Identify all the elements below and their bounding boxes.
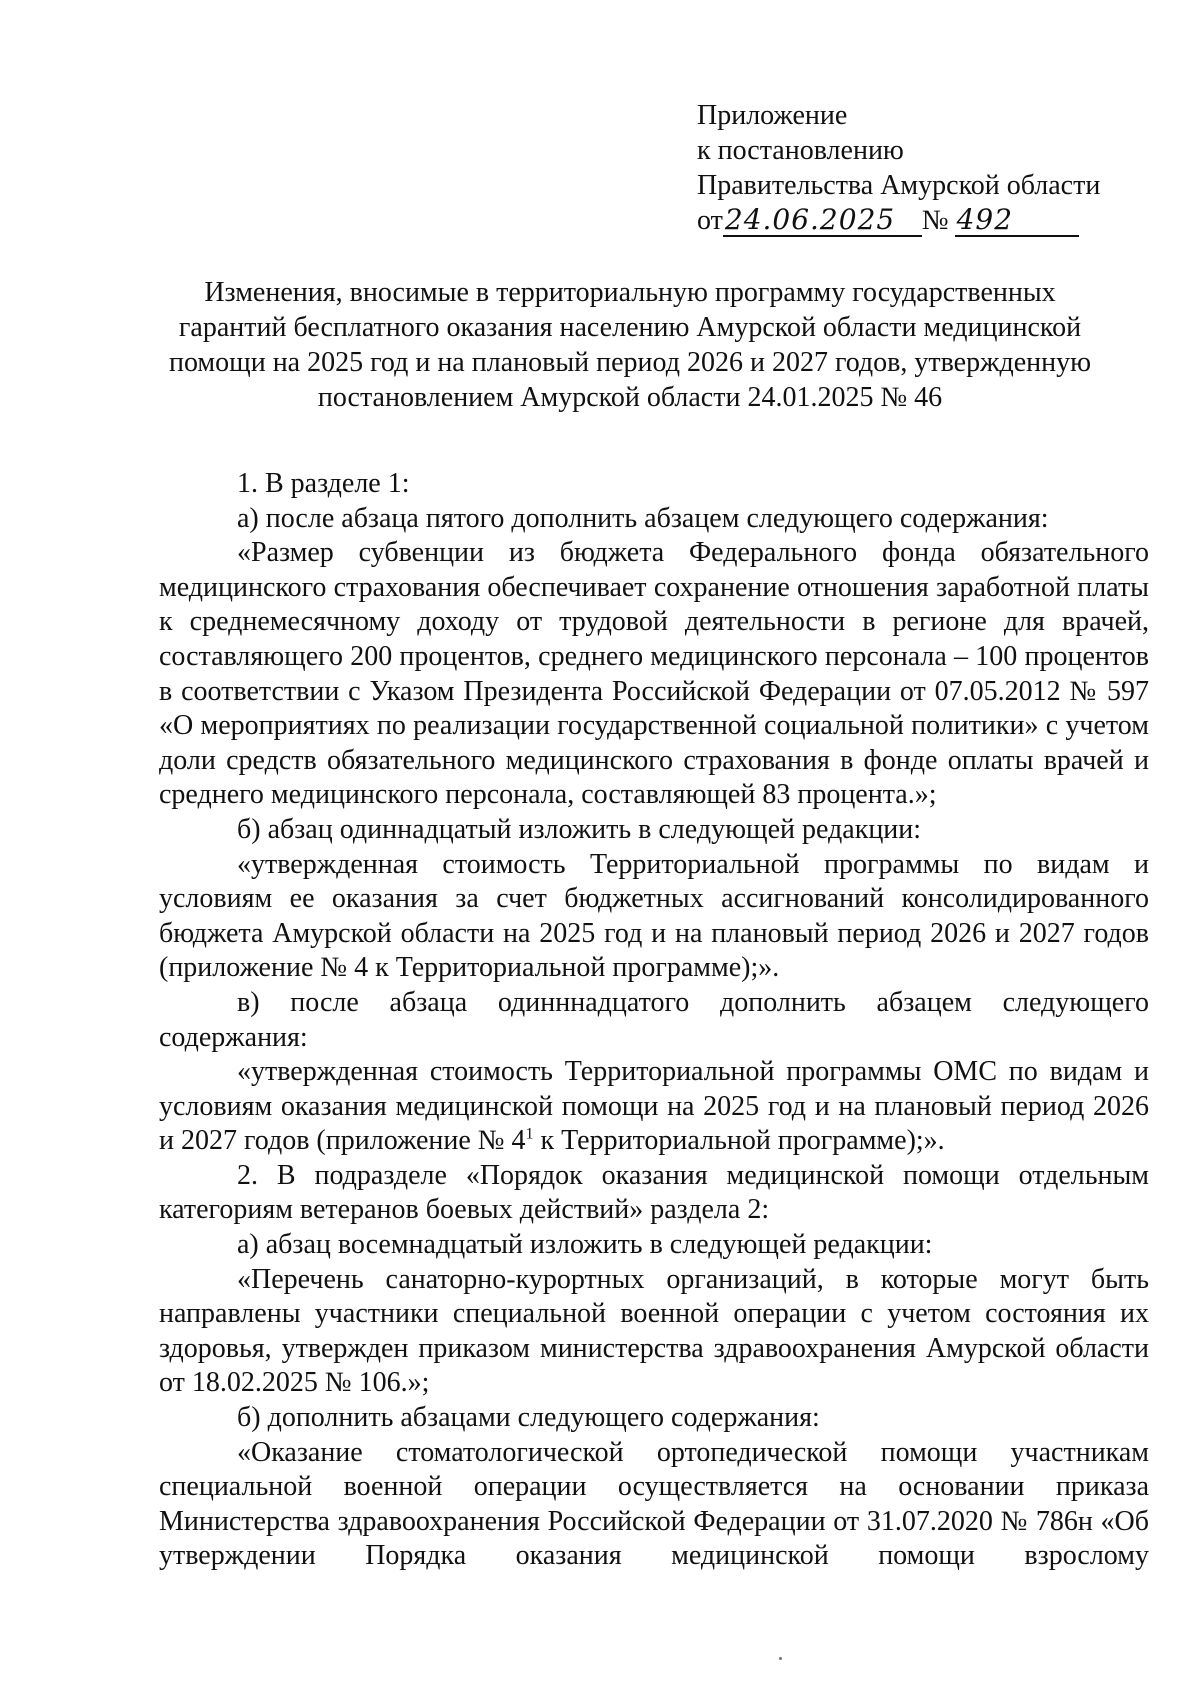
paragraph-4: б) абзац одиннадцатый изложить в следующей редакции: <box>237 813 922 845</box>
date-prefix: от <box>697 205 723 236</box>
paragraph-3: «Размер субвенции из бюджета Федерального фонда обязательного медицинского страхования обеспечивает сохранение отношения заработной платы к среднемесячному доходу от трудовой деятельности в регионе для врачей, составляющего 200 процентов, среднего медицинского персонала – 100 процентов в соответствии с Указом Президента Российской Федерации от 07.05.2012 № 597 «О мероприятиях по реализации государственной социальной политики» с учетом доли средств обязательного медицинского страхования в фонде оплаты врачей и среднего медицинского персонала, составляющей 83 процента.»; <box>159 537 1149 811</box>
title-line-1: Изменения, вносимые в территориальную программу государственных <box>204 277 1056 308</box>
paragraph-1: 1. В разделе 1: <box>237 468 410 499</box>
appendix-line-2: к постановлению <box>697 135 904 166</box>
paragraph-8: 2. В подразделе «Порядок оказания медицинской помощи отдельным категориям ветеранов боевых действий» раздела 2: <box>159 1159 1149 1226</box>
title-line-2: гарантий бесплатного оказания населению Амурской области медицинской <box>178 312 1082 343</box>
paragraph-10: «Перечень санаторно-курортных организаций, в которые могут быть направлены участники специальной военной операции с учетом состояния их здоровья, утвержден приказом министерства здравоохранения Амурской области от 18.02.2025 № 106.»; <box>159 1263 1149 1399</box>
paragraph-6: в) после абзаца одинннадцатого дополнить абзацем следующего содержания: <box>159 986 1149 1053</box>
document-body <box>159 467 1149 1574</box>
paragraph-7-text-a: «утвержденная стоимость Территориальной программы ОМС по видам и условиям оказания медицинской помощи на 2025 год и на плановый период 2026 и 2027 годов (приложение № 4 <box>159 1056 1149 1157</box>
document-title <box>150 275 1110 415</box>
paragraph-12: «Оказание стоматологической ортопедической помощи участникам специальной военной операции осуществляется на основании приказа Министерства здравоохранения Российской Федерации от 31.07.2020 № 786н «Об утверждении Порядка оказания медицинской помощи взрослому <box>159 1436 1149 1572</box>
title-line-3: помощи на 2025 год и на плановый период 2026 и 2027 годов, утвержденную <box>168 347 1092 378</box>
paragraph-2: а) после абзаца пятого дополнить абзацем следующего содержания: <box>237 502 1049 534</box>
handwritten-number: 492 <box>955 205 1079 237</box>
appendix-date-line <box>697 203 1100 238</box>
paragraph-9: а) абзац восемнадцатый изложить в следующей редакции: <box>237 1229 933 1261</box>
scan-speck <box>779 1657 782 1660</box>
paragraph-7 <box>159 1055 1149 1159</box>
appendix-block <box>697 98 1100 238</box>
paragraph-11: б) дополнить абзацами следующего содержания: <box>237 1402 820 1434</box>
paragraph-5: «утвержденная стоимость Территориальной программы по видам и условиям ее оказания за счет бюджетных ассигнований консолидированного бюджета Амурской области на 2025 год и на плановый период 2026 и 2027 годов (приложение № 4 к Территориальной программе);». <box>159 848 1149 984</box>
appendix-line-1: Приложение <box>697 100 848 131</box>
number-prefix: № <box>921 205 949 236</box>
paragraph-7-text-b: к Территориальной программе);». <box>533 1125 945 1157</box>
title-line-4: постановлением Амурской области 24.01.2025 № 46 <box>317 382 943 413</box>
handwritten-date: 24.06.2025 <box>723 205 922 237</box>
appendix-line-3: Правительства Амурской области <box>697 170 1101 201</box>
superscript-1: 1 <box>525 1125 534 1143</box>
